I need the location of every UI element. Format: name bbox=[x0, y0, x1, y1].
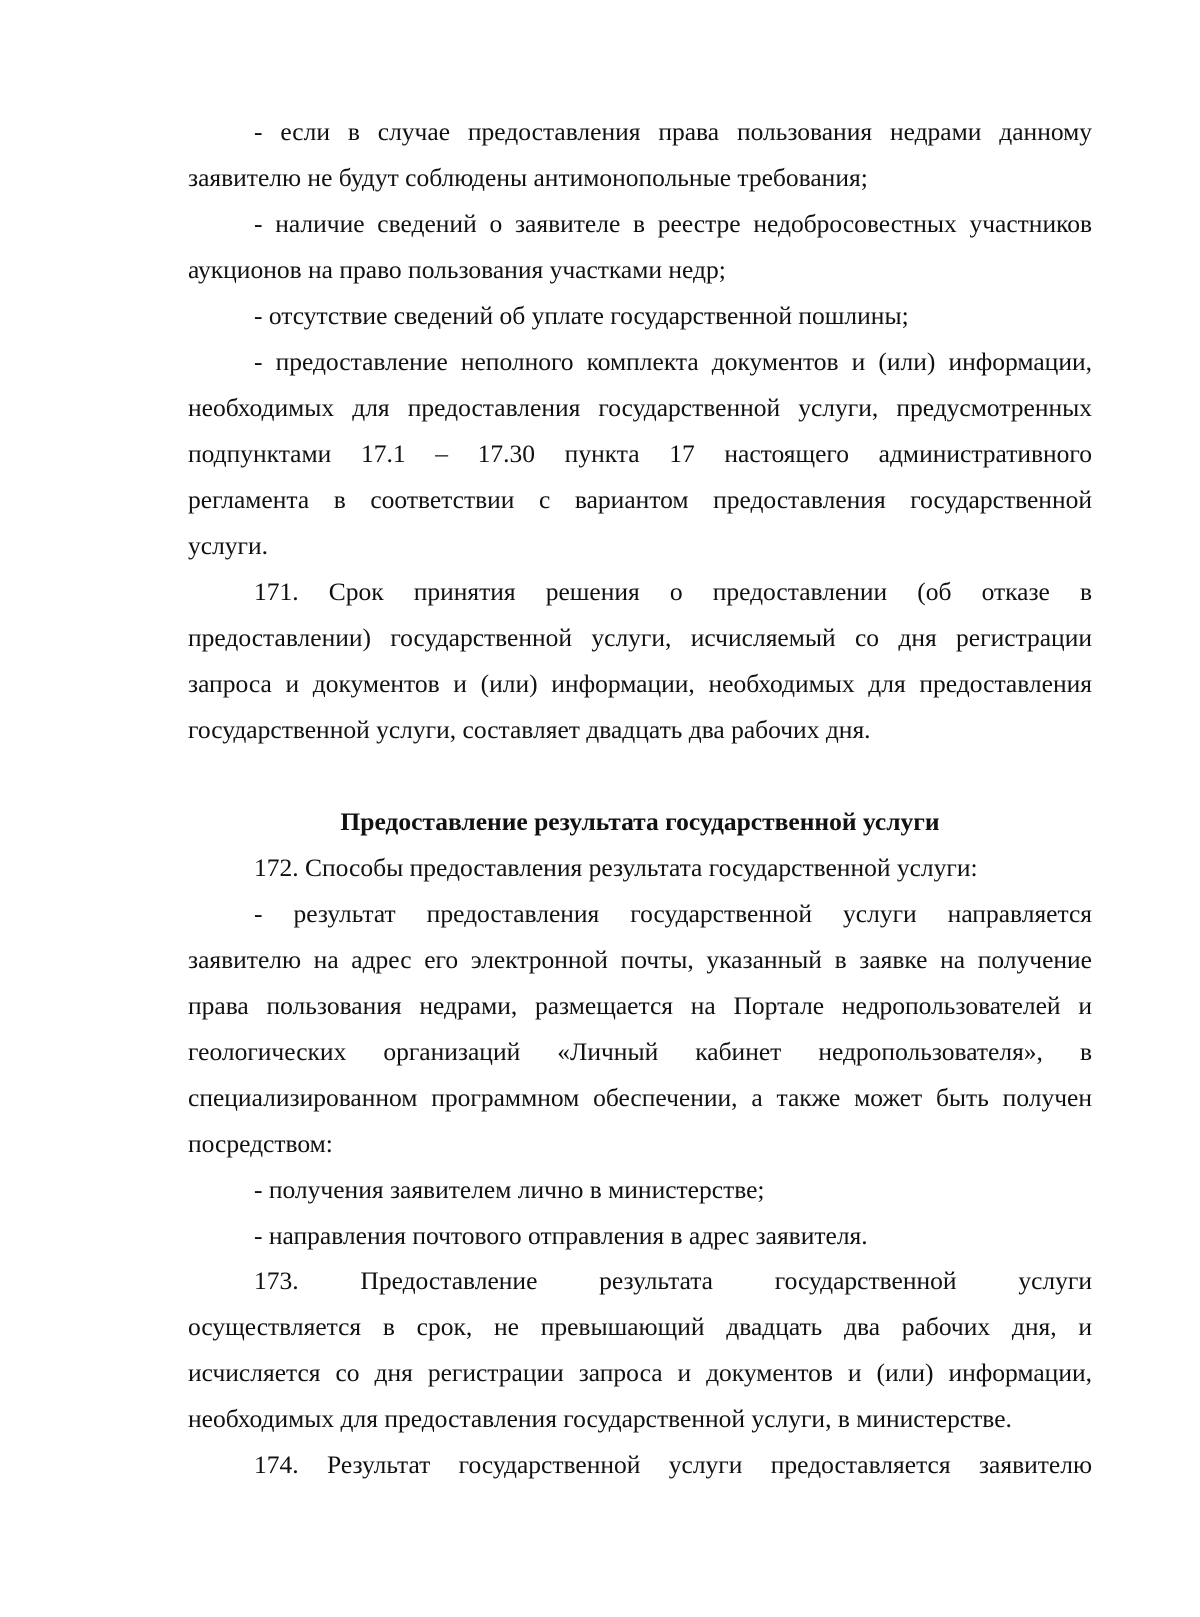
text-line: посредством: bbox=[188, 1129, 333, 1158]
text-line: - результат предоставления государственной услуги направляется bbox=[254, 899, 1092, 928]
text-line: - направления почтового отправления в адрес заявителя. bbox=[254, 1221, 868, 1250]
text-line: необходимых для предоставления государственной услуги, в министерстве. bbox=[188, 1404, 1012, 1433]
text-line: необходимых для предоставления государственной услуги, предусмотренных bbox=[188, 393, 1092, 422]
text-line: исчисляется со дня регистрации запроса и документов и (или) информации, bbox=[188, 1358, 1092, 1387]
text-line: запроса и документов и (или) информации, необходимых для предоставления bbox=[188, 669, 1092, 698]
text-line: специализированном программном обеспечении, а также может быть получен bbox=[188, 1083, 1092, 1112]
text-line: - если в случае предоставления права пользования недрами данному bbox=[254, 117, 1092, 146]
paragraph-172-line: 172. Способы предоставления результата государственной услуги: bbox=[254, 853, 978, 882]
text-line: государственной услуги, составляет двадцать два рабочих дня. bbox=[188, 715, 871, 744]
text-line: регламента в соответствии с вариантом предоставления государственной bbox=[188, 485, 1092, 514]
text-line: предоставлении) государственной услуги, исчисляемый со дня регистрации bbox=[188, 623, 1092, 652]
text-line: - отсутствие сведений об уплате государственной пошлины; bbox=[254, 301, 909, 330]
paragraph-171-line: 171. Срок принятия решения о предоставлении (об отказе в bbox=[254, 577, 1092, 606]
text-line: заявителю на адрес его электронной почты, указанный в заявке на получение bbox=[188, 945, 1092, 974]
text-line: подпунктами 17.1 – 17.30 пункта 17 настоящего административного bbox=[188, 439, 1092, 468]
text-line: - получения заявителем лично в министерстве; bbox=[254, 1175, 765, 1204]
text-line: осуществляется в срок, не превышающий двадцать два рабочих дня, и bbox=[188, 1312, 1092, 1341]
text-line: - предоставление неполного комплекта документов и (или) информации, bbox=[254, 347, 1092, 376]
text-line: аукционов на право пользования участками недр; bbox=[188, 255, 726, 284]
text-line: заявителю не будут соблюдены антимонопольные требования; bbox=[188, 163, 868, 192]
section-heading: Предоставление результата государственной услуги bbox=[340, 807, 940, 836]
paragraph-173-line: 173. Предоставление результата государственной услуги bbox=[254, 1266, 1092, 1295]
text-line: права пользования недрами, размещается на Портале недропользователей и bbox=[188, 991, 1092, 1020]
text-line: услуги. bbox=[188, 531, 269, 560]
text-line: геологических организаций «Личный кабинет недропользователя», в bbox=[188, 1037, 1092, 1066]
paragraph-174-line: 174. Результат государственной услуги предоставляется заявителю bbox=[254, 1450, 1092, 1479]
text-line: - наличие сведений о заявителе в реестре недобросовестных участников bbox=[254, 209, 1092, 238]
